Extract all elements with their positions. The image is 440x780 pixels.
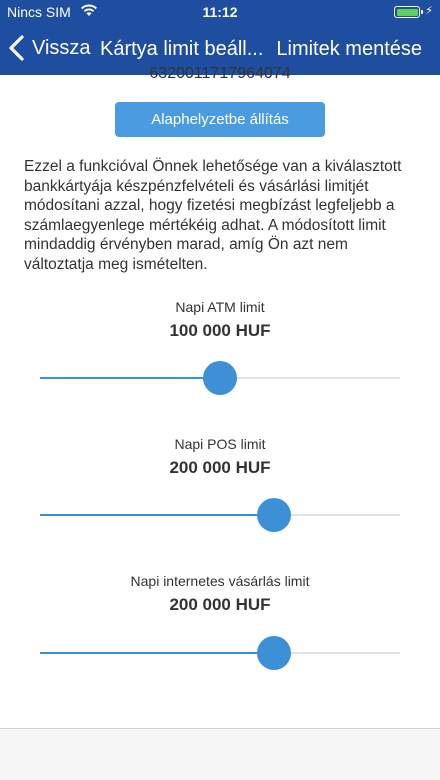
slider-fill — [40, 514, 274, 516]
atm-limit-label: Napi ATM limit — [175, 299, 265, 315]
battery-level — [397, 9, 418, 16]
page-title: Kártya limit beáll... — [100, 38, 264, 60]
internet-limit-label: Napi internetes vásárlás limit — [130, 573, 310, 589]
internet-limit-value: 200 000 HUF — [169, 595, 271, 614]
pos-limit-value: 200 000 HUF — [169, 458, 271, 477]
card-number: 6320011717964074 — [149, 65, 291, 82]
status-time: 11:12 — [202, 4, 238, 20]
charging-icon: ⚡ — [425, 5, 433, 17]
bottom-bar — [0, 728, 440, 780]
atm-limit-value: 100 000 HUF — [169, 321, 271, 340]
status-bar — [0, 0, 440, 24]
back-button[interactable] — [8, 35, 91, 61]
slider-thumb[interactable] — [203, 361, 237, 395]
atm-limit-slider[interactable] — [40, 360, 400, 396]
slider-thumb[interactable] — [257, 636, 291, 670]
pos-limit-slider[interactable] — [40, 497, 400, 533]
back-label: Vissza — [32, 36, 91, 59]
header — [0, 0, 440, 75]
internet-limit-slider[interactable] — [40, 635, 400, 671]
nav-bar — [0, 30, 440, 70]
carrier-label: Nincs SIM — [7, 4, 71, 20]
slider-fill — [40, 652, 274, 654]
slider-fill — [40, 377, 220, 379]
reset-button[interactable]: Alaphelyzetbe állítás — [115, 102, 325, 137]
settings-content — [0, 65, 440, 728]
pos-limit-label: Napi POS limit — [174, 436, 266, 452]
battery-icon — [394, 6, 420, 18]
save-limits-button[interactable]: Limitek mentése — [276, 38, 422, 60]
chevron-left-icon — [8, 35, 26, 61]
slider-thumb[interactable] — [257, 498, 291, 532]
description-text: Ezzel a funkcióval Önnek lehetősége van a kiválasztott bankkártyája készpénzfelvételi és vásárlási limitjét módosítani azzal, hogy fizetési megbízást legfeljebb a számlaegyenlege mértékéig adhat. A módosított limit mindaddig érvényben marad, amíg Ön azt nem változtatja meg ismételten. — [24, 158, 402, 273]
